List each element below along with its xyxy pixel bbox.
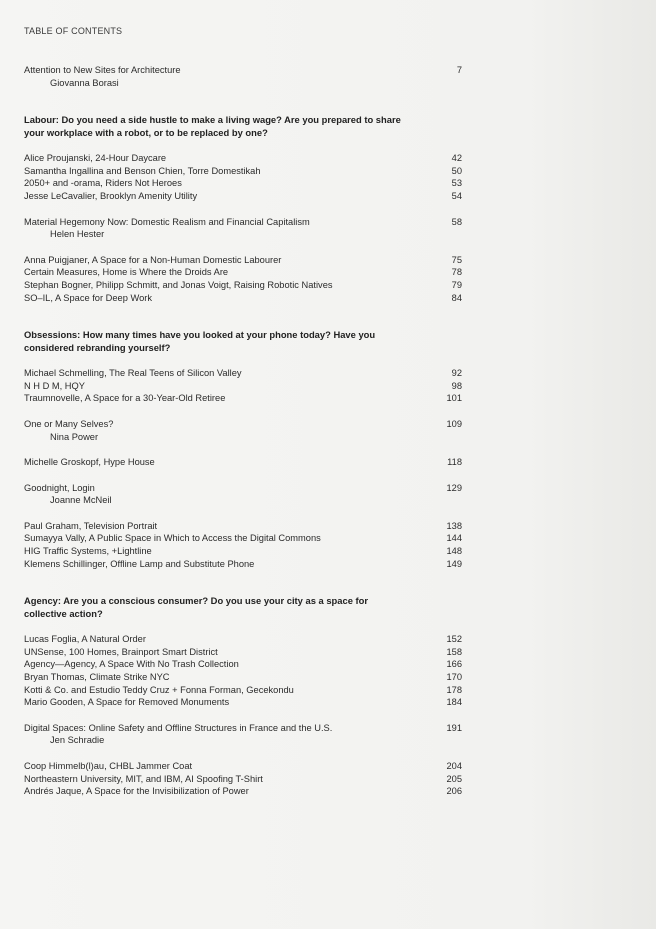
toc-entry: [24, 367, 462, 380]
entry-title: Digital Spaces: Online Safety and Offline Structures in France and the U.S.: [24, 722, 333, 733]
entry-page-number: 109: [446, 418, 462, 429]
toc-content: [24, 64, 462, 798]
entry-page-number: 178: [446, 684, 462, 695]
entry-title: Goodnight, Login: [24, 482, 95, 493]
entry-group: [24, 722, 462, 747]
entry-group: [24, 456, 462, 469]
entry-page-number: 58: [451, 216, 462, 227]
entry-group: [24, 633, 462, 709]
entry-group: [24, 520, 462, 570]
entry-page-number: 152: [446, 634, 462, 645]
entry-group: [24, 152, 462, 202]
entry-title: Michael Schmelling, The Real Teens of Silicon Valley: [24, 368, 242, 379]
toc-entry: [24, 646, 462, 659]
toc-entry: [24, 380, 462, 393]
entry-page-number: 42: [451, 153, 462, 164]
entry-page-number: 184: [446, 697, 462, 708]
entry-page-number: 204: [446, 761, 462, 771]
toc-section: [24, 328, 462, 570]
toc-sections: [24, 89, 462, 798]
entry-author: Jen Schradie: [50, 735, 105, 746]
toc-entry: [24, 658, 462, 671]
entry-title: Kotti & Co. and Estudio Teddy Cruz + Fonna Forman, Gecekondu: [24, 684, 294, 695]
entry-title: Lucas Foglia, A Natural Order: [24, 634, 146, 645]
entry-page-number: 53: [451, 178, 462, 189]
entry-title: Material Hegemony Now: Domestic Realism and Financial Capitalism: [24, 216, 310, 227]
entry-page-number: 54: [451, 190, 462, 201]
entry-page-number: 138: [446, 520, 462, 531]
entry-title: Stephan Bogner, Philipp Schmitt, and Jonas Voigt, Raising Robotic Natives: [24, 279, 333, 290]
entry-title: Samantha Ingallina and Benson Chien, Torre Domestikah: [24, 165, 261, 176]
toc-entry: [24, 773, 462, 786]
entry-group: [24, 216, 462, 241]
entry-title: Certain Measures, Home is Where the Droids Are: [24, 267, 229, 278]
spacer: [24, 203, 462, 216]
entry-title: Jesse LeCavalier, Brooklyn Amenity Utility: [24, 190, 198, 201]
spacer: [24, 241, 462, 254]
spacer: [24, 354, 462, 367]
entry-title: Agency—Agency, A Space With No Trash Collection: [24, 659, 239, 670]
toc-entry: [24, 266, 462, 279]
entry-page-number: 149: [446, 558, 462, 569]
entry-title: Attention to New Sites for Architecture: [24, 65, 181, 75]
spacer: [24, 469, 462, 482]
toc-entry: [24, 64, 462, 77]
entry-page-number: 92: [451, 368, 462, 379]
toc-entry: [24, 696, 462, 709]
entry-title: Andrés Jaque, A Space for the Invisibilization of Power: [24, 786, 249, 797]
toc-entry: [24, 760, 462, 773]
toc-entry: [24, 722, 462, 735]
spacer: [24, 747, 462, 760]
entry-title: SO–IL, A Space for Deep Work: [24, 292, 152, 303]
entry-title: 2050+ and -orama, Riders Not Heroes: [24, 178, 182, 189]
toc-heading: TABLE OF CONTENTS: [24, 26, 123, 36]
toc-entry: [24, 418, 462, 431]
entry-group: [24, 482, 462, 507]
entry-author: Helen Hester: [50, 229, 105, 240]
toc-entry: [24, 671, 462, 684]
entry-page-number: 84: [451, 292, 462, 303]
toc-entry: [24, 684, 462, 697]
entry-group: [24, 367, 462, 405]
entry-page-number: 170: [446, 672, 462, 683]
toc-entry: [24, 177, 462, 190]
toc-entry: [24, 190, 462, 203]
entry-page-number: 7: [456, 65, 462, 75]
entry-page-number: 79: [451, 279, 462, 290]
entry-title: Klemens Schillinger, Offline Lamp and Substitute Phone: [24, 558, 255, 569]
entry-title: Traumnovelle, A Space for a 30-Year-Old Retiree: [24, 393, 226, 404]
toc-entry: [24, 520, 462, 533]
toc-entry: [24, 292, 462, 305]
entry-page-number: 206: [446, 786, 462, 797]
entry-title: Michelle Groskopf, Hype House: [24, 457, 155, 468]
toc-entry: [24, 633, 462, 646]
entry-title: HIG Traffic Systems, +Lightline: [24, 546, 152, 557]
entry-page-number: 118: [447, 457, 462, 468]
entry-title: Paul Graham, Television Portrait: [24, 520, 158, 531]
spacer: [24, 89, 462, 113]
intro-entry: [24, 64, 462, 89]
entry-page-number: 205: [446, 773, 462, 784]
entry-title: Sumayya Vally, A Public Space in Which to Access the Digital Commons: [24, 533, 321, 544]
toc-section: [24, 113, 462, 304]
entry-title: N H D M, HQY: [24, 380, 85, 391]
section-heading: Labour: Do you need a side hustle to make a living wage? Are you prepared to share your workplace with a robot, or to be replaced by one?: [24, 114, 401, 139]
spacer: [24, 443, 462, 456]
toc-entry: [24, 216, 462, 229]
entry-page-number: 191: [446, 722, 462, 733]
entry-author: Giovanna Borasi: [50, 77, 119, 88]
section-heading: Agency: Are you a conscious consumer? Do you use your city as a space for collective action?: [24, 595, 369, 620]
entry-title: One or Many Selves?: [24, 418, 114, 429]
toc-section: [24, 594, 462, 798]
entry-author: Joanne McNeil: [50, 495, 112, 506]
toc-entry: [24, 392, 462, 405]
entry-page-number: 78: [451, 267, 462, 278]
toc-entry: [24, 558, 462, 571]
entry-title: Bryan Thomas, Climate Strike NYC: [24, 672, 170, 683]
entry-author: Nina Power: [50, 431, 99, 442]
entry-title: Northeastern University, MIT, and IBM, AI Spoofing T-Shirt: [24, 773, 263, 784]
spacer: [24, 139, 462, 152]
entry-page-number: 144: [446, 533, 462, 544]
toc-entry: [24, 482, 462, 495]
toc-entry: [24, 785, 462, 798]
spacer: [24, 304, 462, 328]
entry-title: Mario Gooden, A Space for Removed Monuments: [24, 697, 230, 708]
entry-page-number: 166: [446, 659, 462, 670]
spacer: [24, 709, 462, 722]
spacer: [24, 620, 462, 633]
entry-page-number: 158: [446, 646, 462, 657]
entry-group: [24, 254, 462, 304]
entry-page-number: 98: [451, 380, 462, 391]
entry-title: Alice Proujanski, 24-Hour Daycare: [24, 153, 167, 164]
entry-page-number: 50: [451, 165, 462, 176]
toc-entry: [24, 165, 462, 178]
spacer: [24, 405, 462, 418]
entry-title: UNSense, 100 Homes, Brainport Smart District: [24, 646, 218, 657]
toc-entry: [24, 254, 462, 267]
entry-title: Coop Himmelb(l)au, CHBL Jammer Coat: [24, 761, 193, 771]
section-heading: Obsessions: How many times have you looked at your phone today? Have you considered rebranding yourself?: [24, 329, 376, 354]
spacer: [24, 570, 462, 594]
entry-title: Anna Puigjaner, A Space for a Non-Human Domestic Labourer: [24, 254, 282, 265]
entry-page-number: 129: [446, 482, 462, 493]
entry-group: [24, 418, 462, 443]
entry-page-number: 148: [446, 546, 462, 557]
spacer: [24, 507, 462, 520]
toc-entry: [24, 456, 462, 469]
entry-group: [24, 760, 462, 798]
toc-entry: [24, 532, 462, 545]
entry-page-number: 101: [446, 393, 462, 404]
entry-page-number: 75: [451, 254, 462, 265]
toc-entry: [24, 545, 462, 558]
toc-entry: [24, 152, 462, 165]
toc-entry: [24, 279, 462, 292]
